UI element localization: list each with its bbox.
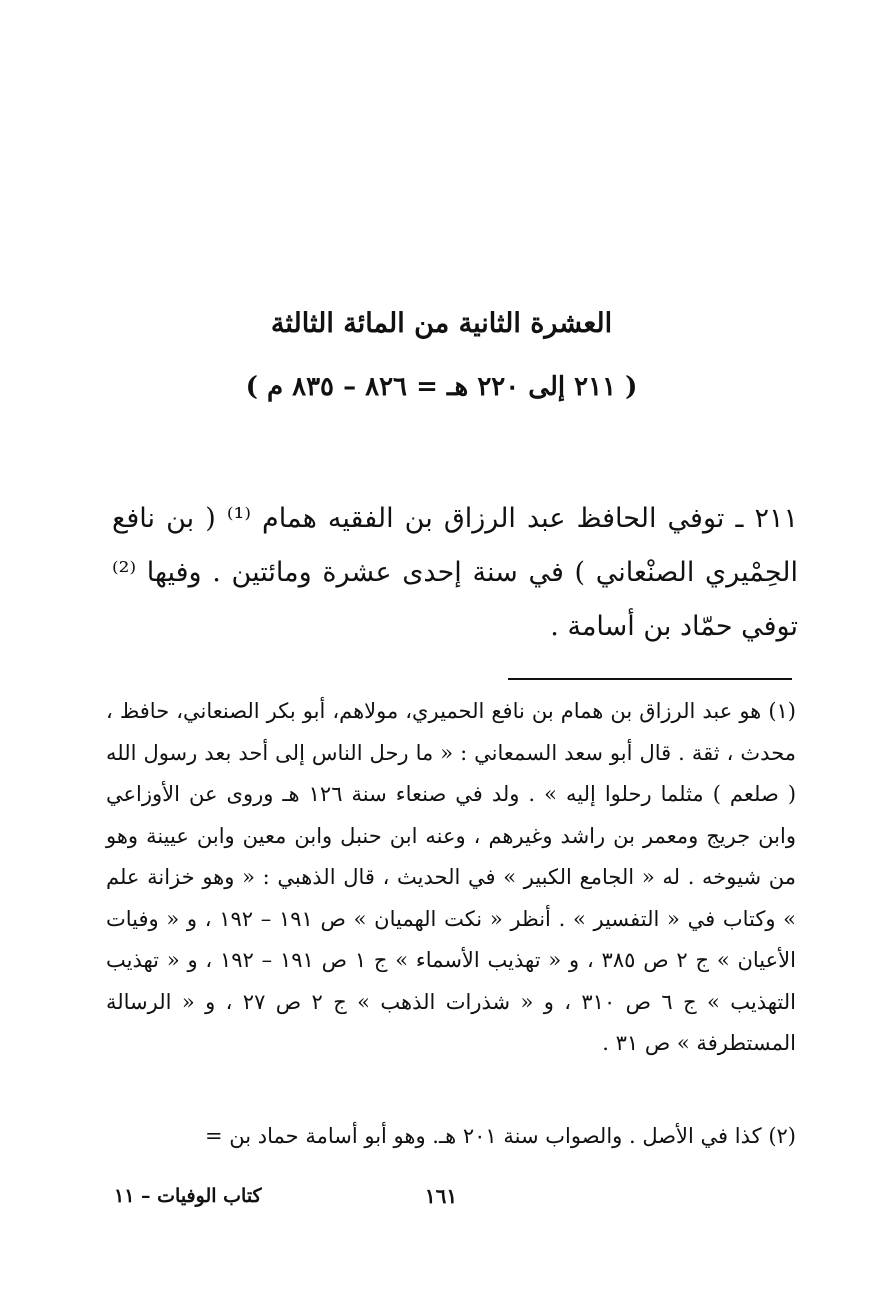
footnote-text: هو عبد الرزاق بن همام بن نافع الحميري، مولاهم، أبو بكر الصنعاني، حافظ ، محدث ، ثقة . قال أبو سعد السمعاني : « ما رحل الناس إلى أحد بعد رسول الله ( صلعم ) مثلما رحلوا إليه » . ولد في صنعاء سنة ١٢٦ هـ وروى عن الأوزاعي وابن جريج ومعمر بن راشد وغيرهم ، وعنه ابن حنبل وابن معين وابن عيينة وهو من شيوخه . له « الجامع الكبير » في الحديث ، قال الذهبي : « وهو خزانة علم » وكتاب في « التفسير » . أنظر « نكت الهميان » ص ١٩١ – ١٩٢ ، و « وفيات الأعيان » ج ٢ ص ٣٨٥ ، و « تهذيب الأسماء » ج ١ ص ١٩١ – ١٩٢ ، و « تهذيب التهذيب » ج ٦ ص ٣١٠ ، و « شذرات الذهب » ج ٢ ص ٢٧ ، و « الرسالة المستطرفة » ص ٣١ . [106, 699, 797, 1055]
entry-paragraph: ٢١١ ـ توفي الحافظ عبد الرزاق بن الفقيه همام ⁽¹⁾ ( بن نافع الحِمْيري الصنْعاني ) في سنة إحدى عشرة ومائتين . وفيها ⁽²⁾ توفي حمّاد بن أسامة . [112, 503, 798, 642]
footnote-number: (٢) [768, 1124, 796, 1148]
footnote-number: (١) [768, 699, 796, 723]
section-date-range: ( ٢١١ إلى ٢٢٠ هـ = ٨٢٦ – ٨٣٥ م ) [245, 372, 638, 402]
footnote-2 [106, 1116, 796, 1158]
footnote-separator [508, 678, 792, 680]
running-title: كتاب الوفيات – ١١ [114, 1185, 262, 1207]
section-title: العشرة الثانية من المائة الثالثة [270, 308, 613, 339]
page-number: ١٦١ [424, 1184, 458, 1208]
footnote-1 [106, 691, 796, 1065]
footnote-text: كذا في الأصل . والصواب سنة ٢٠١ هـ. وهو أبو أسامة حماد بن = [205, 1124, 762, 1148]
